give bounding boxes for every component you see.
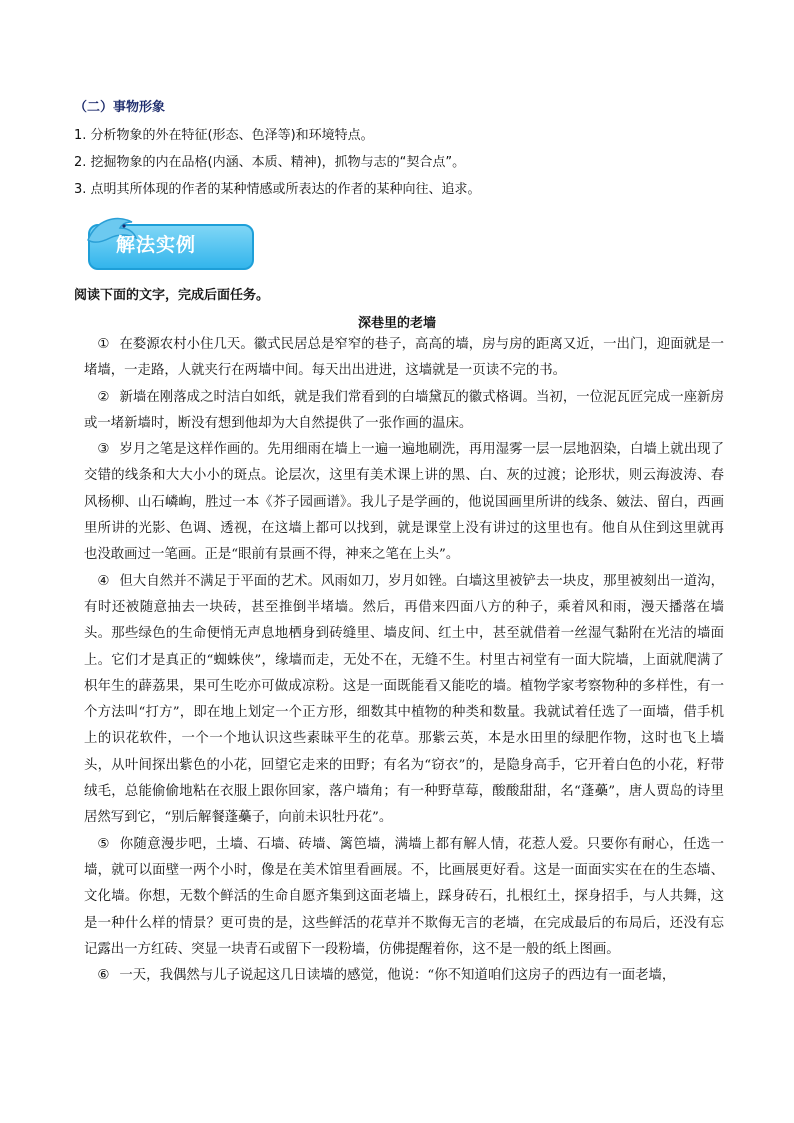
point-1: 1. 分析物象的外在特征(形态、色泽等)和环境特点。 [74, 128, 374, 143]
paragraph-number: ⑥ [97, 968, 110, 984]
method-example-banner [82, 210, 260, 274]
paragraph-text: 岁月之笔是这样作画的。先用细雨在墙上一遍一遍地刷洗，再用湿雾一层一层地泅染，白墙上就出现了交错的线条和大大小小的斑点。论层次，这里有美术课上讲的黑、白、灰的过渡；论形状，则云海波涛、春风杨柳、山石嶙峋，胜过一本《芥子园画谱》。我儿子是学画的，他说国画里所讲的线条、皴法、留白，西画里所讲的光影、色调、透视，在这墙上都可以找到，就是课堂上没有讲过的这里也有。他自从住到这里就再也没敢画过一笔画。正是“眼前有景画不得，神来之笔在上头”。 [84, 442, 724, 563]
paragraph-text: 但大自然并不满足于平面的艺术。风雨如刀，岁月如锉。白墙这里被铲去一块皮，那里被刻出一道沟，有时还被随意抽去一块砖，甚至推倒半堵墙。然后，再借来四面八方的种子，乘着风和雨，漫天播落在墙头。那些绿色的生命便悄无声息地栖身到砖缝里、墙皮间、红土中，甚至就借着一丝湿气黏附在光洁的墙面上。它们才是真正的“蜘蛛侠”，缘墙而走，无处不在，无缝不生。村里古祠堂有一面大院墙，上面就爬满了枳年生的薜荔果，果可生吃亦可做成凉粉。这是一面既能看又能吃的墙。植物学家考察物种的多样性，有一个方法叫“打方”，即在地上划定一个正方形，细数其中植物的种类和数量。我就试着任选了一面墙，借手机上的识花软件，一个一个地认识这些素昧平生的花草。那紫云英，本是水田里的绿肥作物，这时也飞上墙头，从叶间探出紫色的小花，回望它走来的田野；有名为“窃衣”的，是隐身高手，它开着白色的小花，籽带绒毛，总能偷偷地粘在衣服上跟你回家，落户墙角；有一种野草莓，酸酸甜甜，名“蓬蘽”，唐人贾岛的诗里居然写到它，“别后解餐蓬蘽子，向前未识牡丹花”。 [84, 573, 724, 826]
paragraph-4 [84, 569, 724, 832]
paragraph-text: 在婺源农村小住几天。徽式民居总是窄窄的巷子，高高的墙，房与房的距离又近，一出门，迎面就是一堵墙，一走路，人就夹行在两墙中间。每天出出进进，这墙就是一页读不完的书。 [84, 337, 724, 379]
point-2: 2. 挖掘物象的内在品格(内涵、本质、精神)，抓物与志的“契合点”。 [74, 155, 466, 170]
paragraph-text: 新墙在刚落成之时洁白如纸，就是我们常看到的白墙黛瓦的徽式格调。当初，一位泥瓦匠完成一座新房或一堵新墙时，断没有想到他却为大自然提供了一张作画的温床。 [84, 389, 724, 431]
instruction: 阅读下面的文字，完成后面任务。 [74, 288, 270, 303]
article-body [84, 332, 724, 989]
point-3: 3. 点明其所体现的作者的某种情感或所表达的作者的某种向往、追求。 [74, 182, 481, 197]
paragraph-2 [84, 385, 724, 438]
paragraph-text: 一天，我偶然与儿子说起这几日读墙的感觉，他说：“你不知道咱们这房子的西边有一面老墙， [119, 968, 676, 984]
banner-label: 解法实例 [116, 234, 197, 256]
paragraph-6 [84, 963, 724, 989]
paragraph-text: 你随意漫步吧，土墙、石墙、砖墙、篱笆墙，满墙上都有解人情，花惹人爱。只要你有耐心，任选一墙，就可以面壁一两个小时，像是在美术馆里看画展。不，比画展更好看。这是一面面实实在在的生态墙、文化墙。你想，无数个鲜活的生命自愿齐集到这面老墙上，踩身砖石，扎根红土，探身招手，与人共舞，这是一种什么样的情景？更可贵的是，这些鲜活的花草并不欺侮无言的老墙，在完成最后的布局后，还没有忘记露出一方红砖、突显一块青石或留下一段粉墙，仿佛提醒着你，这不是一般的纸上图画。 [84, 836, 724, 957]
paragraph-5 [84, 832, 724, 963]
paragraph-number: ② [97, 389, 110, 405]
paragraph-3 [84, 437, 724, 568]
article-title: 深巷里的老墙 [357, 316, 436, 331]
paragraph-number: ① [97, 337, 110, 352]
paragraph-number: ⑤ [97, 836, 110, 852]
section-heading: （二）事物形象 [74, 100, 166, 115]
paragraph-number: ③ [97, 442, 110, 458]
paragraph-number: ④ [97, 573, 110, 589]
paragraph-1 [84, 332, 724, 385]
